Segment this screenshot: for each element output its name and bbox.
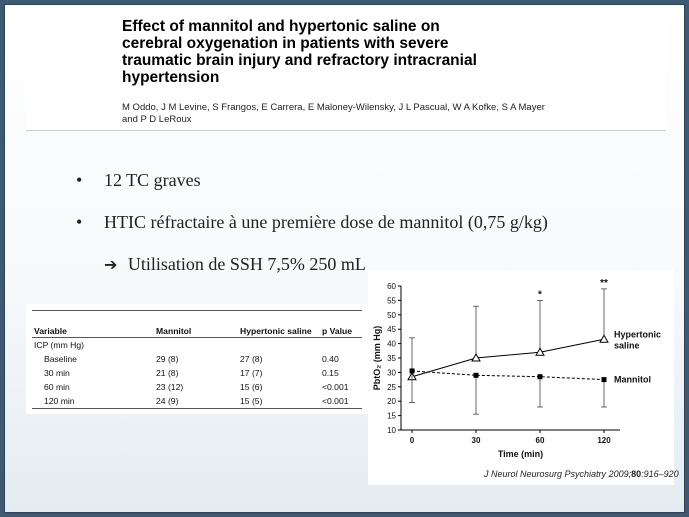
- x-tick-label: 120: [597, 436, 611, 445]
- table-group-label: ICP (mm Hg): [34, 340, 84, 350]
- y-tick-label: 60: [387, 282, 396, 291]
- y-tick-label: 35: [387, 354, 396, 363]
- data-point: [600, 335, 608, 342]
- significance-marker: **: [600, 277, 608, 289]
- data-point: [410, 368, 415, 373]
- y-axis-label: PbtO₂ (mm Hg): [372, 325, 382, 391]
- series-label: Hypertonic: [614, 329, 662, 340]
- table-cell: 0.15: [322, 368, 339, 378]
- table-header: Hypertonic saline: [238, 311, 320, 338]
- table-row: [32, 394, 362, 409]
- table-cell: 24 (9): [154, 394, 238, 409]
- x-tick-label: 30: [471, 436, 481, 445]
- y-tick-label: 55: [387, 296, 396, 306]
- y-tick-label: 30: [387, 368, 396, 378]
- table-cell: Baseline: [44, 354, 77, 364]
- x-tick-label: 60: [535, 436, 545, 445]
- citation-year: 2009;: [608, 469, 632, 479]
- series-line: [412, 371, 604, 380]
- x-tick-label: 0: [409, 436, 415, 445]
- slide: [4, 4, 685, 513]
- table-cell: 0.40: [322, 354, 339, 364]
- x-axis-label: Time (min): [497, 449, 544, 459]
- paper-header: [26, 12, 666, 131]
- series-line: [412, 339, 604, 376]
- table-row: [32, 366, 362, 380]
- y-tick-label: 40: [387, 339, 396, 349]
- table-header: p Value: [320, 311, 362, 338]
- data-point: [474, 373, 479, 378]
- y-tick-label: 15: [387, 411, 396, 421]
- y-tick-label: 25: [387, 382, 396, 392]
- table-cell: 15 (5): [238, 394, 320, 409]
- citation-pages: :916–920: [641, 469, 679, 479]
- series-label: Mannitol: [614, 374, 651, 385]
- series-label: saline: [614, 340, 640, 351]
- table-cell: 30 min: [44, 368, 70, 378]
- table-row: [32, 352, 362, 366]
- citation-volume: 80: [631, 469, 642, 479]
- bullet-text: HTIC réfractaire à une première dose de mannitol (0,75 g/kg): [104, 212, 548, 232]
- table-row: [32, 380, 362, 394]
- table-cell: 29 (8): [156, 354, 179, 364]
- table-cell: <0.001: [320, 394, 362, 409]
- citation: [484, 469, 679, 479]
- icp-table: [32, 310, 362, 409]
- table-cell: 15 (6): [240, 382, 263, 392]
- bullet-text: 12 TC graves: [104, 170, 201, 190]
- table-cell: 120 min: [32, 394, 154, 409]
- bullet-dot: •: [76, 170, 83, 190]
- data-point: [602, 377, 607, 382]
- table-header: Variable: [32, 311, 154, 338]
- table-cell: 17 (7): [240, 368, 263, 378]
- table-header-row: [32, 311, 362, 338]
- paper-title: Effect of mannitol and hypertonic saline on cerebral oxygenation in patients with severe traumatic brain injury and refractory intracranial hypertension: [122, 18, 477, 86]
- y-tick-label: 10: [387, 426, 396, 435]
- sub-point: [104, 254, 366, 275]
- table-header: Mannitol: [154, 311, 238, 338]
- y-tick-label: 45: [387, 325, 396, 335]
- icp-table-card: [26, 304, 368, 414]
- paper-authors: M Oddo, J M Levine, S Frangos, E Carrera, E Maloney-Wilensky, J L Pascual, W A Kofke, S A Mayer and P D LeRoux: [122, 102, 545, 125]
- table-cell: 60 min: [44, 382, 70, 392]
- citation-journal: J Neurol Neurosurg Psychiatry: [484, 469, 607, 479]
- pbto2-chart: [368, 270, 674, 485]
- pbto2-chart-card: [368, 270, 674, 485]
- y-tick-label: 20: [387, 397, 396, 407]
- table-cell: <0.001: [322, 382, 349, 392]
- table-cell: 23 (12): [156, 382, 184, 392]
- significance-marker: *: [538, 289, 542, 301]
- table-cell: 27 (8): [240, 354, 263, 364]
- data-point: [538, 374, 543, 379]
- table-row: [32, 338, 362, 353]
- bullet-dot: •: [76, 212, 83, 232]
- arrow-icon: ➔: [104, 257, 118, 274]
- y-tick-label: 50: [387, 310, 396, 320]
- sub-point-text: Utilisation de SSH 7,5% 250 mL: [127, 254, 366, 274]
- table-cell: 21 (8): [156, 368, 179, 378]
